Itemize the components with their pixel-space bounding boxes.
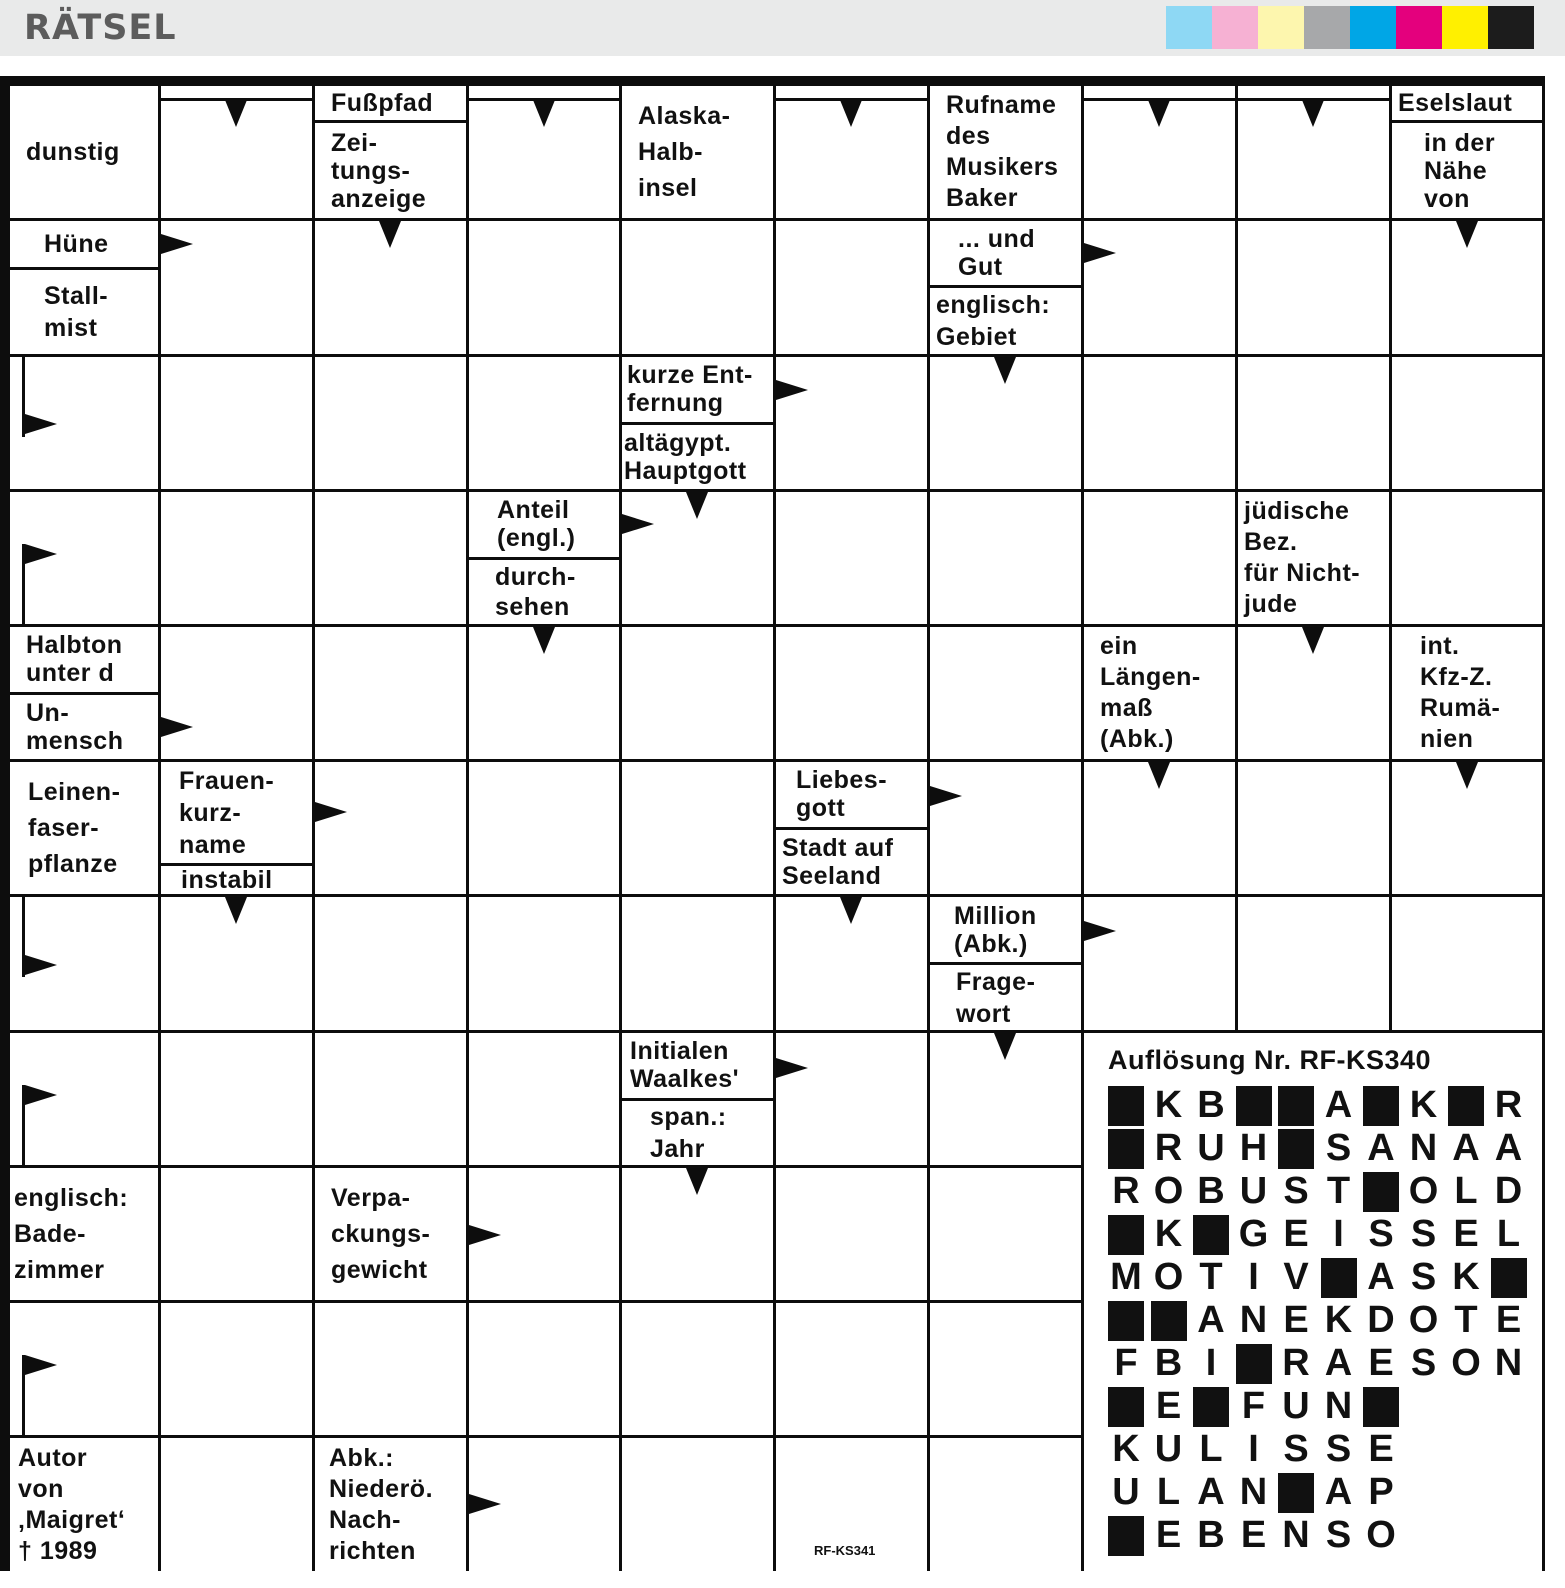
solution-letter: S [1325, 1127, 1352, 1169]
answer-cell[interactable] [315, 1033, 466, 1165]
solution-black-square [1278, 1473, 1314, 1513]
answer-cell[interactable] [161, 1438, 312, 1571]
solution-letter: L [1454, 1170, 1478, 1212]
answer-cell[interactable] [161, 1303, 312, 1435]
solution-letter: E [1283, 1299, 1309, 1341]
clue-rufname [930, 86, 1081, 218]
answer-cell[interactable] [10, 897, 158, 1030]
clue-fragewort: Frage- wort [930, 962, 1081, 1030]
solution-letter: K [1112, 1428, 1140, 1470]
answer-cell[interactable] [776, 1033, 927, 1165]
answer-cell[interactable] [1392, 897, 1542, 1030]
answer-cell[interactable] [161, 221, 312, 354]
solution-letter: S [1283, 1428, 1309, 1470]
answer-cell[interactable] [1238, 86, 1389, 218]
solution-letter: S [1410, 1342, 1437, 1384]
answer-cell[interactable] [1392, 357, 1542, 489]
clue-split-anteil [469, 492, 619, 624]
arrow-right-icon [25, 955, 57, 975]
solution-letter: N [1239, 1299, 1268, 1341]
solution-letter: V [1283, 1256, 1309, 1298]
arrow-down-icon [1148, 100, 1170, 127]
solution-black-square [1236, 1086, 1272, 1126]
answer-cell[interactable] [469, 1438, 619, 1571]
answer-cell[interactable] [469, 221, 619, 354]
solution-letter: E [1240, 1514, 1267, 1556]
clue-stallmist: Stall- mist [10, 267, 158, 354]
solution-black-square [1108, 1129, 1144, 1169]
arrow-right-icon [469, 1225, 501, 1245]
solution-letter: S [1283, 1170, 1309, 1212]
solution-letter: N [1324, 1385, 1353, 1427]
solution-letter: L [1156, 1471, 1181, 1513]
solution-letter: A [1324, 1471, 1353, 1513]
answer-cell[interactable] [1238, 897, 1389, 1030]
clue-split-liebesgott [776, 762, 927, 894]
solution-row [1108, 1299, 1542, 1342]
arrow-right-icon [161, 717, 193, 737]
answer-cell[interactable] [161, 357, 312, 489]
answer-cell[interactable] [930, 1168, 1081, 1300]
solution-letter: B [1197, 1514, 1225, 1556]
page-title: RÄTSEL [24, 8, 177, 48]
answer-cell[interactable] [1392, 762, 1542, 894]
answer-cell[interactable] [1238, 627, 1389, 759]
answer-cell[interactable] [1084, 492, 1235, 624]
page-header [0, 0, 1565, 56]
solution-title: Auflösung Nr. RF-KS340 [1108, 1045, 1432, 1075]
clue-split-fusspfad [315, 86, 466, 218]
answer-cell[interactable] [1238, 357, 1389, 489]
solution-letter: E [1283, 1213, 1309, 1255]
answer-cell[interactable] [930, 492, 1081, 624]
clue-split-huene [10, 221, 158, 354]
answer-cell[interactable] [930, 1303, 1081, 1435]
clue-alaska [622, 86, 773, 218]
solution-black-square [1193, 1215, 1229, 1255]
clue-kurze-entfernung: kurze Ent- fernung [627, 361, 753, 418]
solution-row [1108, 1342, 1542, 1385]
puzzle-code: RF-KS341 [814, 1543, 876, 1558]
clue-text: Verpa- ckungs- gewicht [331, 1184, 431, 1284]
clue-text: englisch: Bade- zimmer [14, 1184, 129, 1284]
answer-cell[interactable] [161, 1033, 312, 1165]
swatch-yellow [1442, 6, 1488, 49]
clue-text: int. Kfz-Z. Rumä- nien [1420, 632, 1501, 753]
answer-cell[interactable] [469, 1168, 619, 1300]
solution-letter: S [1368, 1213, 1394, 1255]
answer-cell[interactable] [776, 1303, 927, 1435]
clue-text: dunstig [26, 137, 120, 166]
clue-fusspfad: Fußpfad [331, 89, 434, 117]
solution-letter: B [1154, 1342, 1183, 1384]
clue-verpackung [315, 1168, 466, 1300]
solution-letter: O [1153, 1170, 1184, 1212]
solution-black-square [1448, 1086, 1484, 1126]
solution-letter: A [1324, 1342, 1353, 1384]
solution-letter: N [1282, 1514, 1310, 1556]
solution-black-square [1193, 1387, 1229, 1427]
solution-letter: S [1325, 1514, 1352, 1556]
arrow-down-icon [1148, 762, 1170, 789]
answer-cell[interactable] [1084, 897, 1235, 1030]
answer-cell[interactable] [1084, 221, 1235, 354]
answer-cell[interactable] [10, 492, 158, 624]
solution-letter: I [1205, 1342, 1217, 1384]
clue-text: Abk.: Niederö. Nach- richten [329, 1443, 434, 1565]
clue-split-kurze-entfernung [622, 357, 773, 489]
clue-split-initialen [622, 1033, 773, 1165]
solution-letter: O [1408, 1170, 1439, 1212]
solution-letter: O [1366, 1514, 1396, 1556]
clue-frauen: Frauen- kurz- name [179, 766, 275, 859]
solution-letter: U [1112, 1471, 1140, 1513]
solution-letter: R [1282, 1342, 1310, 1384]
arrow-down-icon [840, 897, 862, 924]
color-calibration-bar [1166, 6, 1534, 49]
solution-letter: E [1495, 1299, 1522, 1341]
solution-letter: K [1154, 1084, 1183, 1126]
clue-liebesgott: Liebes- gott [796, 766, 888, 823]
solution-letter: L [1496, 1213, 1521, 1255]
arrow-down-icon [1456, 762, 1478, 789]
solution-letter: H [1239, 1127, 1268, 1169]
clue-leinen [10, 762, 158, 894]
clue-split-halbton [10, 627, 158, 759]
swatch-light-yellow [1258, 6, 1304, 49]
solution-letter: R [1112, 1170, 1140, 1212]
clue-anteil: Anteil (engl.) [497, 496, 576, 553]
clue-text: ein Längen- maß (Abk.) [1100, 632, 1201, 753]
solution-black-square [1278, 1129, 1314, 1169]
solution-letter: A [1367, 1256, 1395, 1298]
answer-cell[interactable] [161, 86, 312, 218]
solution-letter: E [1368, 1342, 1394, 1384]
clue-text: Leinen- faser- pflanze [28, 778, 121, 878]
answer-cell[interactable] [930, 627, 1081, 759]
arrow-right-icon [1084, 243, 1116, 263]
arrow-down-icon [379, 221, 401, 248]
clue-text: jüdische Bez. für Nicht- jude [1244, 497, 1361, 618]
solution-row [1108, 1127, 1542, 1170]
solution-letter: E [1453, 1213, 1479, 1255]
solution-letter: S [1325, 1428, 1352, 1470]
clue-split-eselslaut [1392, 86, 1542, 218]
solution-black-square [1363, 1172, 1399, 1212]
answer-cell[interactable] [930, 357, 1081, 489]
solution-letter: T [1199, 1256, 1223, 1298]
clue-in-der-naehe: in der Nähe von [1392, 120, 1542, 218]
swatch-light-magenta [1212, 6, 1258, 49]
answer-cell[interactable] [622, 1168, 773, 1300]
clue-bad [10, 1168, 158, 1300]
solution-black-square [1363, 1086, 1399, 1126]
answer-cell[interactable] [315, 492, 466, 624]
solution-row [1108, 1213, 1542, 1256]
solution-letter: A [1494, 1127, 1523, 1169]
arrow-down-icon [225, 897, 247, 924]
solution-row [1108, 1471, 1542, 1514]
solution-row [1108, 1256, 1542, 1299]
solution-letter: O [1451, 1342, 1481, 1384]
clue-nachrichten [315, 1438, 466, 1571]
solution-letter: U [1239, 1170, 1268, 1212]
answer-cell[interactable] [10, 1033, 158, 1165]
answer-cell[interactable] [1238, 221, 1389, 354]
answer-cell[interactable] [315, 1303, 466, 1435]
arrow-right-icon [315, 802, 347, 822]
clue-und-gut: ... und Gut [958, 225, 1036, 281]
clue-jahr: span.: Jahr [622, 1098, 773, 1166]
arrow-down-icon [994, 357, 1016, 384]
solution-letter: K [1154, 1213, 1183, 1255]
solution-letter: O [1153, 1256, 1184, 1298]
clue-text: Alaska- Halb- insel [638, 102, 731, 202]
solution-letter: U [1197, 1127, 1225, 1169]
solution-letter: O [1408, 1299, 1439, 1341]
clue-nichtjude [1238, 492, 1389, 624]
clue-split-frauen [161, 762, 312, 894]
solution-black-square [1108, 1086, 1144, 1126]
solution-row [1108, 1170, 1542, 1213]
answer-cell[interactable] [469, 86, 619, 218]
arrow-right-icon [161, 234, 193, 254]
arrow-right-icon [25, 1355, 57, 1375]
solution-black-square [1363, 1387, 1399, 1427]
arrow-down-icon [533, 100, 555, 127]
clue-eselslaut: Eselslaut [1398, 89, 1513, 117]
clue-zeitungsanzeige: Zei- tungs- anzeige [315, 120, 466, 218]
solution-letter: T [1454, 1299, 1478, 1341]
clue-initialen: Initialen Waalkes' [630, 1037, 740, 1094]
arrow-down-icon [686, 492, 708, 519]
solution-letter: S [1410, 1256, 1437, 1298]
answer-cell[interactable] [622, 762, 773, 894]
answer-cell[interactable] [622, 492, 773, 624]
solution-letter: R [1494, 1084, 1523, 1126]
solution-letter: I [1248, 1428, 1259, 1470]
clue-text: Rufname des Musikers Baker [946, 91, 1059, 212]
solution-letter: D [1494, 1170, 1523, 1212]
answer-cell[interactable] [776, 627, 927, 759]
solution-row [1108, 1514, 1542, 1557]
arrow-down-icon [1302, 627, 1324, 654]
swatch-black [1488, 6, 1534, 49]
solution-letter: P [1368, 1471, 1394, 1513]
solution-black-square [1278, 1086, 1314, 1126]
clue-split-million [930, 897, 1081, 1030]
answer-cell[interactable] [469, 762, 619, 894]
answer-cell[interactable] [1084, 86, 1235, 218]
answer-cell[interactable] [1084, 357, 1235, 489]
answer-cell[interactable] [10, 357, 158, 489]
solution-letter: N [1494, 1342, 1523, 1384]
solution-letter: E [1155, 1385, 1182, 1427]
answer-cell[interactable] [315, 762, 466, 894]
crossword-grid [10, 86, 1537, 1565]
answer-cell[interactable] [161, 492, 312, 624]
clue-seeland: Stadt auf Seeland [776, 827, 927, 895]
answer-cell[interactable] [1084, 762, 1235, 894]
clue-durchsehen: durch- sehen [469, 557, 619, 625]
clue-huene: Hüne [44, 230, 109, 258]
answer-cell[interactable] [315, 897, 466, 1030]
solution-black-square [1491, 1258, 1527, 1298]
clue-instabil: instabil [161, 863, 312, 894]
answer-cell[interactable] [1392, 221, 1542, 354]
solution-letter: I [1248, 1256, 1259, 1298]
answer-cell[interactable] [10, 1303, 158, 1435]
solution-grid [1108, 1084, 1542, 1557]
arrow-down-icon [1456, 221, 1478, 248]
solution-letter: N [1409, 1127, 1438, 1169]
arrow-right-icon [25, 544, 57, 564]
arrow-right-icon [25, 414, 57, 434]
arrow-down-icon [686, 1168, 708, 1195]
solution-letter: K [1452, 1256, 1480, 1298]
answer-cell[interactable] [161, 627, 312, 759]
arrow-down-icon [533, 627, 555, 654]
solution-letter: E [1368, 1428, 1394, 1470]
solution-black-square [1108, 1387, 1144, 1427]
answer-cell[interactable] [622, 1303, 773, 1435]
answer-cell[interactable] [776, 1168, 927, 1300]
solution-letter: F [1241, 1385, 1266, 1427]
solution-black-square [1108, 1516, 1144, 1556]
arrow-down-icon [994, 1033, 1016, 1060]
swatch-cyan [1350, 6, 1396, 49]
arrow-right-icon [776, 1058, 808, 1078]
solution-letter: U [1154, 1428, 1183, 1470]
swatch-magenta [1396, 6, 1442, 49]
arrow-right-icon [622, 514, 654, 534]
solution-panel [1084, 1033, 1542, 1571]
answer-cell[interactable] [622, 897, 773, 1030]
solution-letter: A [1452, 1127, 1480, 1169]
arrow-right-icon [776, 380, 808, 400]
clue-laengenmass [1084, 627, 1235, 759]
answer-cell[interactable] [469, 357, 619, 489]
solution-black-square [1108, 1215, 1144, 1255]
swatch-light-cyan [1166, 6, 1212, 49]
swatch-gray [1304, 6, 1350, 49]
solution-letter: B [1197, 1170, 1225, 1212]
solution-letter: U [1282, 1385, 1310, 1427]
answer-cell[interactable] [776, 86, 927, 218]
answer-cell[interactable] [469, 1303, 619, 1435]
solution-letter: K [1409, 1084, 1438, 1126]
solution-row [1108, 1084, 1542, 1127]
answer-cell[interactable] [469, 897, 619, 1030]
answer-cell[interactable] [469, 627, 619, 759]
solution-letter: A [1197, 1299, 1225, 1341]
solution-letter: A [1324, 1084, 1353, 1126]
solution-letter: K [1324, 1299, 1353, 1341]
answer-cell[interactable] [930, 1033, 1081, 1165]
clue-text: Autor von ‚Maigret‘ † 1989 [18, 1443, 126, 1565]
answer-cell[interactable] [776, 897, 927, 1030]
solution-letter: G [1238, 1213, 1269, 1255]
clue-split-und-gut [930, 221, 1081, 354]
solution-black-square [1151, 1301, 1187, 1341]
solution-letter: T [1326, 1170, 1351, 1212]
clue-dunstig [10, 86, 158, 218]
answer-cell[interactable] [315, 627, 466, 759]
solution-letter: S [1410, 1213, 1437, 1255]
solution-row [1108, 1385, 1542, 1428]
solution-letter: R [1154, 1127, 1183, 1169]
clue-kfz [1392, 627, 1542, 759]
answer-cell[interactable] [1238, 762, 1389, 894]
arrow-down-icon [225, 100, 247, 127]
answer-cell[interactable] [469, 1033, 619, 1165]
solution-letter: B [1197, 1084, 1225, 1126]
answer-cell[interactable] [315, 357, 466, 489]
arrow-down-icon [1302, 100, 1324, 127]
solution-letter: I [1333, 1213, 1344, 1255]
solution-letter: A [1197, 1471, 1225, 1513]
clue-unmensch: Un- mensch [10, 692, 158, 760]
clue-altaegypt: altägypt. Hauptgott [622, 422, 773, 490]
arrow-down-icon [840, 100, 862, 127]
solution-letter: D [1367, 1299, 1395, 1341]
clue-million: Million (Abk.) [954, 901, 1037, 958]
answer-cell[interactable] [161, 897, 312, 1030]
answer-cell[interactable] [930, 762, 1081, 894]
solution-black-square [1236, 1344, 1272, 1384]
clue-halbton: Halbton unter d [26, 631, 123, 688]
solution-letter: N [1239, 1471, 1268, 1513]
answer-cell[interactable] [622, 221, 773, 354]
solution-letter: M [1110, 1256, 1142, 1298]
arrow-right-icon [469, 1494, 501, 1514]
solution-row [1108, 1428, 1542, 1471]
answer-cell[interactable] [776, 221, 927, 354]
answer-cell[interactable] [930, 1438, 1081, 1571]
solution-letter: F [1114, 1342, 1138, 1384]
solution-letter: L [1199, 1428, 1223, 1470]
answer-cell[interactable] [161, 1168, 312, 1300]
answer-cell[interactable] [1392, 492, 1542, 624]
answer-cell[interactable] [776, 492, 927, 624]
answer-cell[interactable] [622, 627, 773, 759]
arrow-right-icon [1084, 921, 1116, 941]
arrow-right-icon [25, 1085, 57, 1105]
clue-gebiet: englisch: Gebiet [930, 285, 1081, 354]
answer-cell[interactable] [776, 357, 927, 489]
solution-letter: A [1367, 1127, 1395, 1169]
arrow-right-icon [930, 786, 962, 806]
answer-cell[interactable] [622, 1438, 773, 1571]
clue-autor [10, 1438, 158, 1571]
answer-cell[interactable] [315, 221, 466, 354]
solution-black-square [1108, 1301, 1144, 1341]
solution-letter: E [1155, 1514, 1182, 1556]
solution-black-square [1321, 1258, 1357, 1298]
